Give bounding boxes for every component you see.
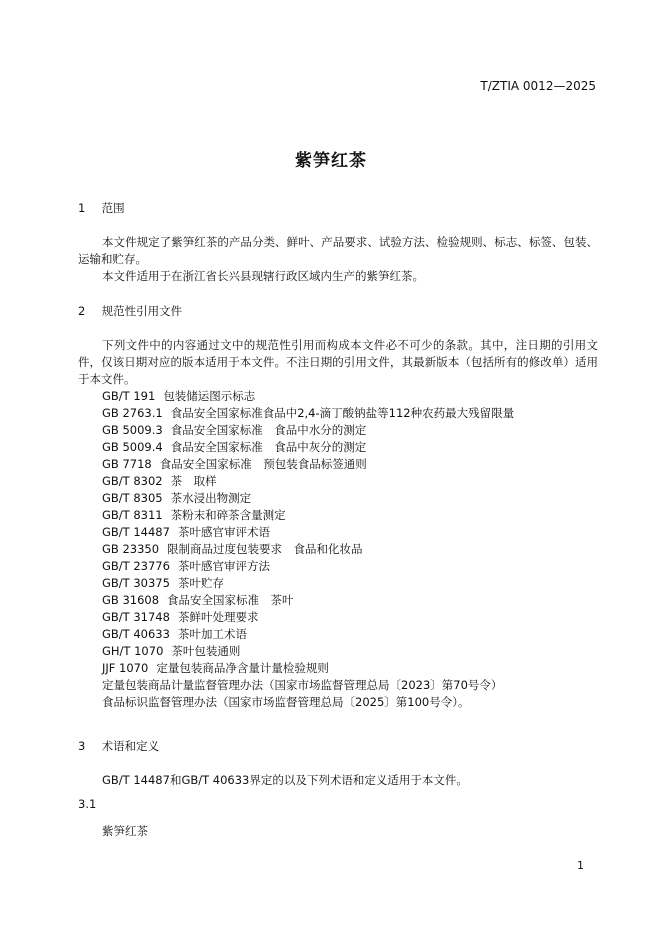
reference-item <box>102 677 514 694</box>
reference-name: 茶鲜叶处理要求 <box>177 610 259 624</box>
reference-name: 食品安全国家标准食品中2,4-滴丁酸钠盐等112种农药最大残留限量 <box>170 406 515 420</box>
reference-item <box>102 524 514 541</box>
terms-intro: GB/T 14487和GB/T 40633界定的以及下列术语和定义适用于本文件。 <box>102 773 468 787</box>
reference-name: 包装储运图示标志 <box>163 389 256 403</box>
reference-item <box>102 626 514 643</box>
section-3-heading <box>78 738 159 754</box>
section-number: 1 <box>78 201 86 215</box>
reference-code: GB/T 23776 <box>102 559 170 573</box>
reference-code: GB/T 30375 <box>102 576 170 590</box>
reference-name: 食品安全国家标准 食品中灰分的测定 <box>170 440 367 454</box>
reference-code: GH/T 1070 <box>102 644 164 658</box>
reference-list <box>102 388 514 711</box>
reference-item <box>102 592 514 609</box>
reference-name: 茶叶包装通则 <box>171 644 241 658</box>
normative-intro: 下列文件中的内容通过文中的规范性引用而构成本文件必不可少的条款。其中，注日期的引用文件，仅该日期对应的版本适用于本文件。不注日期的引用文件，其最新版本（包括所有的修改单）适用于本文件。 <box>78 338 598 386</box>
reference-code: GB/T 31748 <box>102 610 170 624</box>
term-number: 3.1 <box>78 797 97 811</box>
scope-paragraph-2: 本文件适用于在浙江省长兴县现辖行政区域内生产的紫笋红茶。 <box>102 269 424 283</box>
reference-code: GB/T 40633 <box>102 627 170 641</box>
reference-item <box>102 456 514 473</box>
reference-name: 茶水浸出物测定 <box>170 491 252 505</box>
reference-name: 定量包装商品计量监督管理办法（国家市场监督管理总局〔2023〕第70号令） <box>102 678 503 692</box>
reference-item <box>102 575 514 592</box>
reference-name: 食品安全国家标准 食品中水分的测定 <box>170 423 367 437</box>
section-title: 规范性引用文件 <box>101 304 183 318</box>
reference-code: GB 23350 <box>102 542 160 556</box>
section-number: 3 <box>78 739 86 753</box>
reference-name: 食品安全国家标准 茶叶 <box>167 593 294 607</box>
reference-code: GB/T 14487 <box>102 525 170 539</box>
section-number: 2 <box>78 304 86 318</box>
reference-item <box>102 490 514 507</box>
standard-code: T/ZTIA 0012—2025 <box>480 79 596 93</box>
reference-code: GB 5009.3 <box>102 423 163 437</box>
reference-name: 限制商品过度包装要求 食品和化妆品 <box>167 542 363 556</box>
reference-item <box>102 643 514 660</box>
reference-code: GB/T 8305 <box>102 491 163 505</box>
reference-name: 茶叶感官审评术语 <box>177 525 270 539</box>
scope-paragraph-1: 本文件规定了紫笋红茶的产品分类、鲜叶、产品要求、试验方法、检验规则、标志、标签、包装、运输和贮存。 <box>78 235 598 266</box>
reference-code: GB 5009.4 <box>102 440 163 454</box>
reference-code: GB/T 191 <box>102 389 156 403</box>
reference-code: GB 31608 <box>102 593 160 607</box>
reference-name: 茶叶感官审评方法 <box>177 559 270 573</box>
reference-item <box>102 541 514 558</box>
reference-item <box>102 439 514 456</box>
reference-code: GB 2763.1 <box>102 406 163 420</box>
reference-item <box>102 473 514 490</box>
section-1-heading <box>78 200 125 216</box>
reference-code: GB/T 8311 <box>102 508 163 522</box>
section-title: 术语和定义 <box>101 739 160 753</box>
reference-name: 食品安全国家标准 预包装食品标签通则 <box>159 457 367 471</box>
reference-item <box>102 609 514 626</box>
reference-item <box>102 507 514 524</box>
reference-name: 茶叶贮存 <box>177 576 224 590</box>
reference-code: GB/T 8302 <box>102 474 163 488</box>
reference-item <box>102 422 514 439</box>
page-number: 1 <box>577 859 584 872</box>
reference-name: 茶粉末和碎茶含量测定 <box>170 508 286 522</box>
reference-item <box>102 388 514 405</box>
term-name: 紫笋红茶 <box>102 824 148 838</box>
section-2-heading <box>78 303 182 319</box>
section-title: 范围 <box>101 201 125 215</box>
document-title: 紫笋红茶 <box>295 151 367 171</box>
reference-item <box>102 694 514 711</box>
reference-name: 茶 取样 <box>170 474 217 488</box>
reference-item <box>102 558 514 575</box>
reference-name: 定量包装商品净含量计量检验规则 <box>156 661 329 675</box>
reference-name: 食品标识监督管理办法（国家市场监督管理总局〔2025〕第100号令）。 <box>102 695 470 709</box>
reference-item <box>102 660 514 677</box>
reference-code: JJF 1070 <box>102 661 149 675</box>
reference-item <box>102 405 514 422</box>
reference-code: GB 7718 <box>102 457 152 471</box>
reference-name: 茶叶加工术语 <box>177 627 247 641</box>
